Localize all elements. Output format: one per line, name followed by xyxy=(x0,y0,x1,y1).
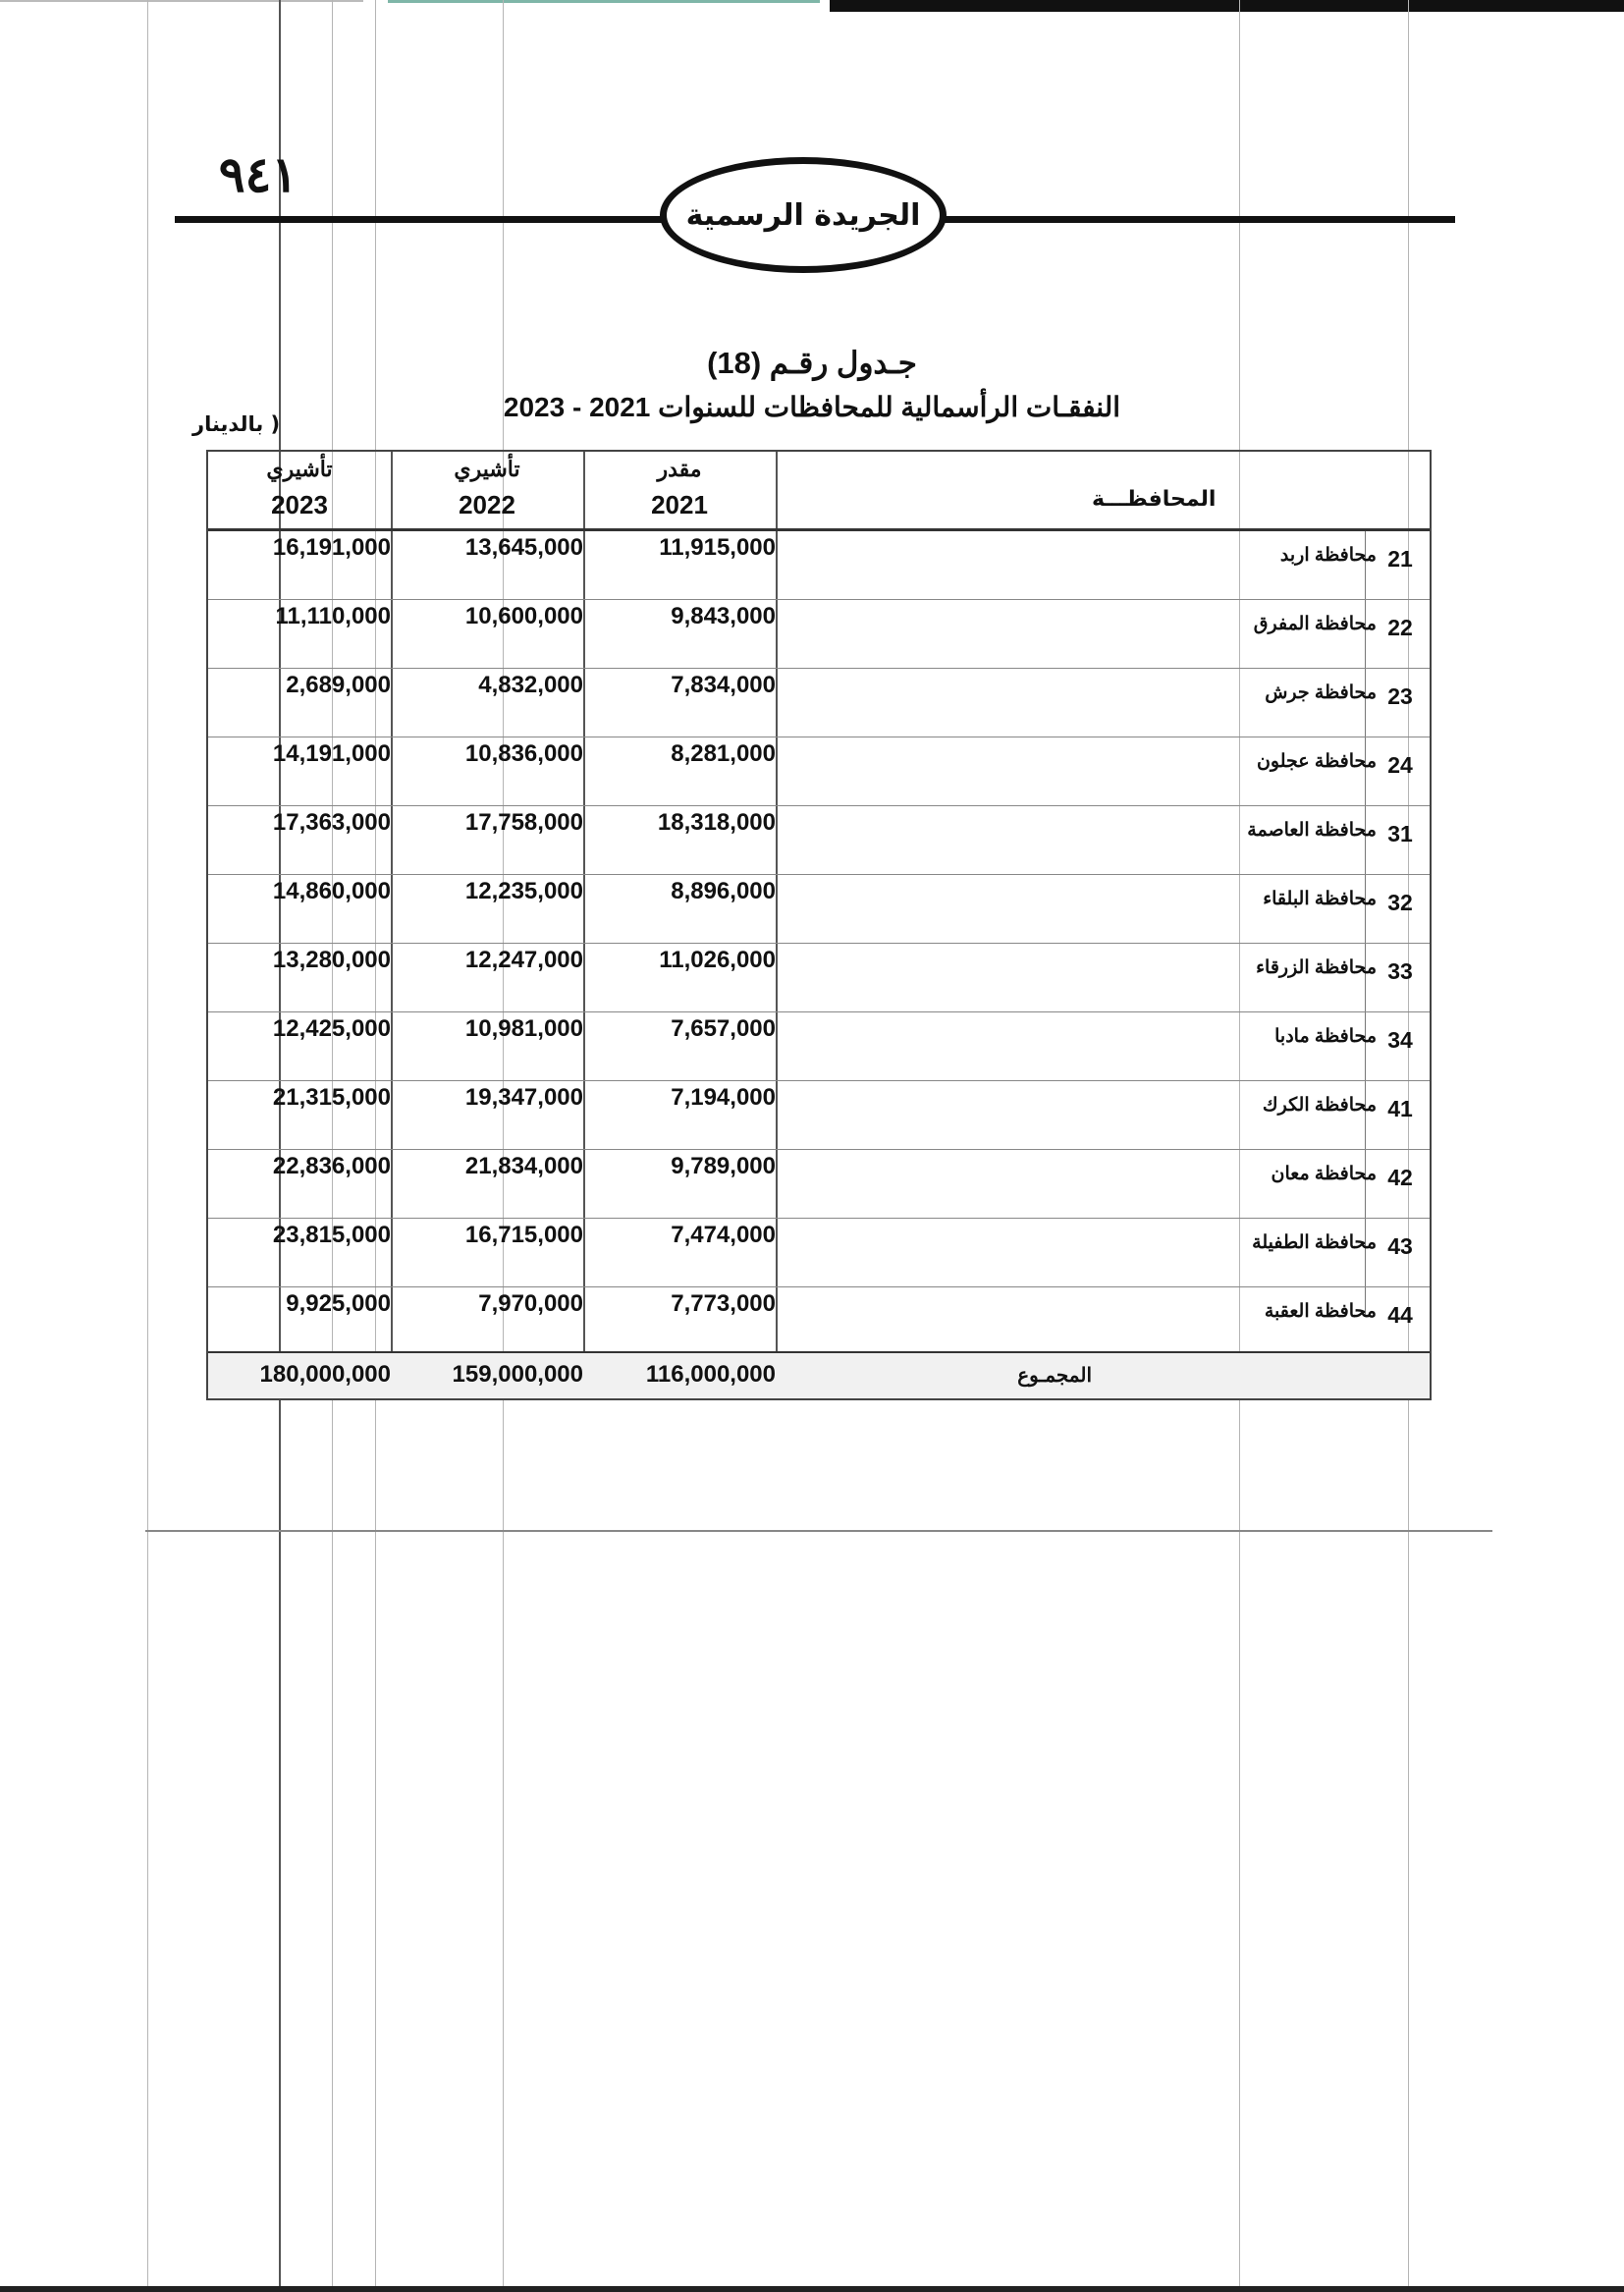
header-2023-year: 2023 xyxy=(271,490,328,519)
cell-2022: 21,834,000 xyxy=(464,1153,583,1179)
cell-2023: 16,191,000 xyxy=(272,534,391,561)
cell-2022: 7,970,000 xyxy=(478,1290,583,1317)
cell-2021: 11,915,000 xyxy=(659,534,776,561)
unit-label: ( بالدينار xyxy=(192,412,281,436)
cell-code: 41 xyxy=(1387,1096,1413,1121)
cell-code: 42 xyxy=(1387,1165,1413,1190)
table-subtitle: النفقـات الرأسمالية للمحافظات للسنوات 2021 - 2023 xyxy=(503,392,1121,422)
cell-governorate: محافظة العاصمة xyxy=(1247,820,1377,841)
cell-2022: 17,758,000 xyxy=(464,809,583,836)
cell-2023: 11,110,000 xyxy=(275,603,391,629)
cell-governorate: محافظة المفرق xyxy=(1253,614,1377,634)
total-row xyxy=(208,1353,1430,1398)
cell-2021: 11,026,000 xyxy=(659,947,776,973)
header-2021-year: 2021 xyxy=(651,490,708,519)
journal-title: الجريدة الرسمية xyxy=(685,197,921,233)
header-2023-label: تأشيري xyxy=(266,457,333,481)
cell-2022: 4,832,000 xyxy=(478,672,583,698)
header-governorate: المحافظـــة xyxy=(1092,487,1217,512)
cell-2023: 22,836,000 xyxy=(272,1153,391,1179)
cell-governorate: محافظة جرش xyxy=(1265,682,1377,703)
cell-2023: 14,860,000 xyxy=(272,878,391,904)
cell-2023: 23,815,000 xyxy=(272,1222,391,1248)
scan-bottom-edge xyxy=(0,2286,1624,2292)
cell-2022: 10,981,000 xyxy=(464,1015,583,1042)
scan-edge-teal xyxy=(388,0,820,3)
total-2022: 159,000,000 xyxy=(452,1361,583,1388)
scan-edge-black xyxy=(830,0,1624,12)
table-row xyxy=(208,599,1430,668)
total-label: المجمـوع xyxy=(1017,1365,1092,1387)
cell-2022: 13,645,000 xyxy=(464,534,583,561)
header-2021 xyxy=(583,454,776,524)
cell-2023: 13,280,000 xyxy=(272,947,391,973)
cell-2021: 7,194,000 xyxy=(671,1084,776,1111)
cell-code: 24 xyxy=(1387,752,1413,778)
total-2023: 180,000,000 xyxy=(259,1361,391,1388)
cell-code: 33 xyxy=(1387,958,1413,984)
cell-governorate: محافظة الزرقاء xyxy=(1256,957,1377,978)
cell-governorate: محافظة اربد xyxy=(1279,545,1377,566)
table-row xyxy=(208,737,1430,805)
scan-streak xyxy=(147,0,148,2292)
cell-governorate: محافظة عجلون xyxy=(1256,751,1377,772)
table-row xyxy=(208,874,1430,943)
cell-2021: 7,657,000 xyxy=(671,1015,776,1042)
cell-2021: 7,474,000 xyxy=(671,1222,776,1248)
footer-rule xyxy=(145,1530,1492,1532)
cell-governorate: محافظة العقبة xyxy=(1264,1301,1377,1322)
cell-governorate: محافظة البلقاء xyxy=(1263,889,1377,909)
table-row xyxy=(208,530,1430,599)
cell-2021: 7,834,000 xyxy=(671,672,776,698)
cell-code: 31 xyxy=(1387,821,1413,846)
table-row xyxy=(208,1149,1430,1218)
scan-edge-grey xyxy=(0,0,363,2)
page-number: ٩٤١ xyxy=(218,145,298,203)
cell-code: 23 xyxy=(1387,683,1413,709)
cell-2021: 9,789,000 xyxy=(671,1153,776,1179)
journal-title-oval xyxy=(660,157,947,273)
cell-2021: 18,318,000 xyxy=(657,809,776,836)
cell-code: 44 xyxy=(1387,1302,1413,1328)
cell-code: 32 xyxy=(1387,890,1413,915)
cell-code: 21 xyxy=(1387,546,1413,572)
table-row xyxy=(208,1080,1430,1149)
table-row xyxy=(208,1011,1430,1080)
cell-code: 43 xyxy=(1387,1233,1413,1259)
table-row xyxy=(208,943,1430,1011)
cell-2022: 16,715,000 xyxy=(464,1222,583,1248)
cell-governorate: محافظة الطفيلة xyxy=(1252,1232,1377,1253)
cell-governorate: محافظة مادبا xyxy=(1274,1026,1377,1047)
cell-2023: 21,315,000 xyxy=(272,1084,391,1111)
header-rule-left xyxy=(175,216,666,223)
header-2022-label: تأشيري xyxy=(454,457,520,481)
cell-2023: 9,925,000 xyxy=(286,1290,391,1317)
cell-2023: 12,425,000 xyxy=(272,1015,391,1042)
header-2022 xyxy=(391,454,583,524)
cell-governorate: محافظة معان xyxy=(1271,1164,1377,1184)
cell-2021: 8,896,000 xyxy=(671,878,776,904)
cell-2021: 8,281,000 xyxy=(671,740,776,767)
header-2022-year: 2022 xyxy=(459,490,515,519)
cell-2023: 2,689,000 xyxy=(286,672,391,698)
header-rule-right xyxy=(945,216,1455,223)
header-2021-label: مقدر xyxy=(657,457,702,481)
cell-2022: 10,836,000 xyxy=(464,740,583,767)
cell-2022: 19,347,000 xyxy=(464,1084,583,1111)
capital-expenditure-table xyxy=(206,450,1432,1400)
cell-governorate: محافظة الكرك xyxy=(1262,1095,1377,1116)
table-row xyxy=(208,805,1430,874)
cell-2023: 14,191,000 xyxy=(272,740,391,767)
cell-code: 34 xyxy=(1387,1027,1413,1053)
total-2021: 116,000,000 xyxy=(645,1361,776,1388)
table-heading: جـدول رقـم (18) xyxy=(707,346,917,380)
cell-2021: 9,843,000 xyxy=(671,603,776,629)
cell-2022: 10,600,000 xyxy=(464,603,583,629)
scan-top-edge xyxy=(0,0,1624,12)
table-row xyxy=(208,1218,1430,1286)
header-2023 xyxy=(208,454,391,524)
cell-2022: 12,247,000 xyxy=(464,947,583,973)
cell-2021: 7,773,000 xyxy=(671,1290,776,1317)
cell-2023: 17,363,000 xyxy=(272,809,391,836)
table-row xyxy=(208,1286,1430,1355)
table-row xyxy=(208,668,1430,737)
cell-code: 22 xyxy=(1387,615,1413,640)
cell-2022: 12,235,000 xyxy=(464,878,583,904)
